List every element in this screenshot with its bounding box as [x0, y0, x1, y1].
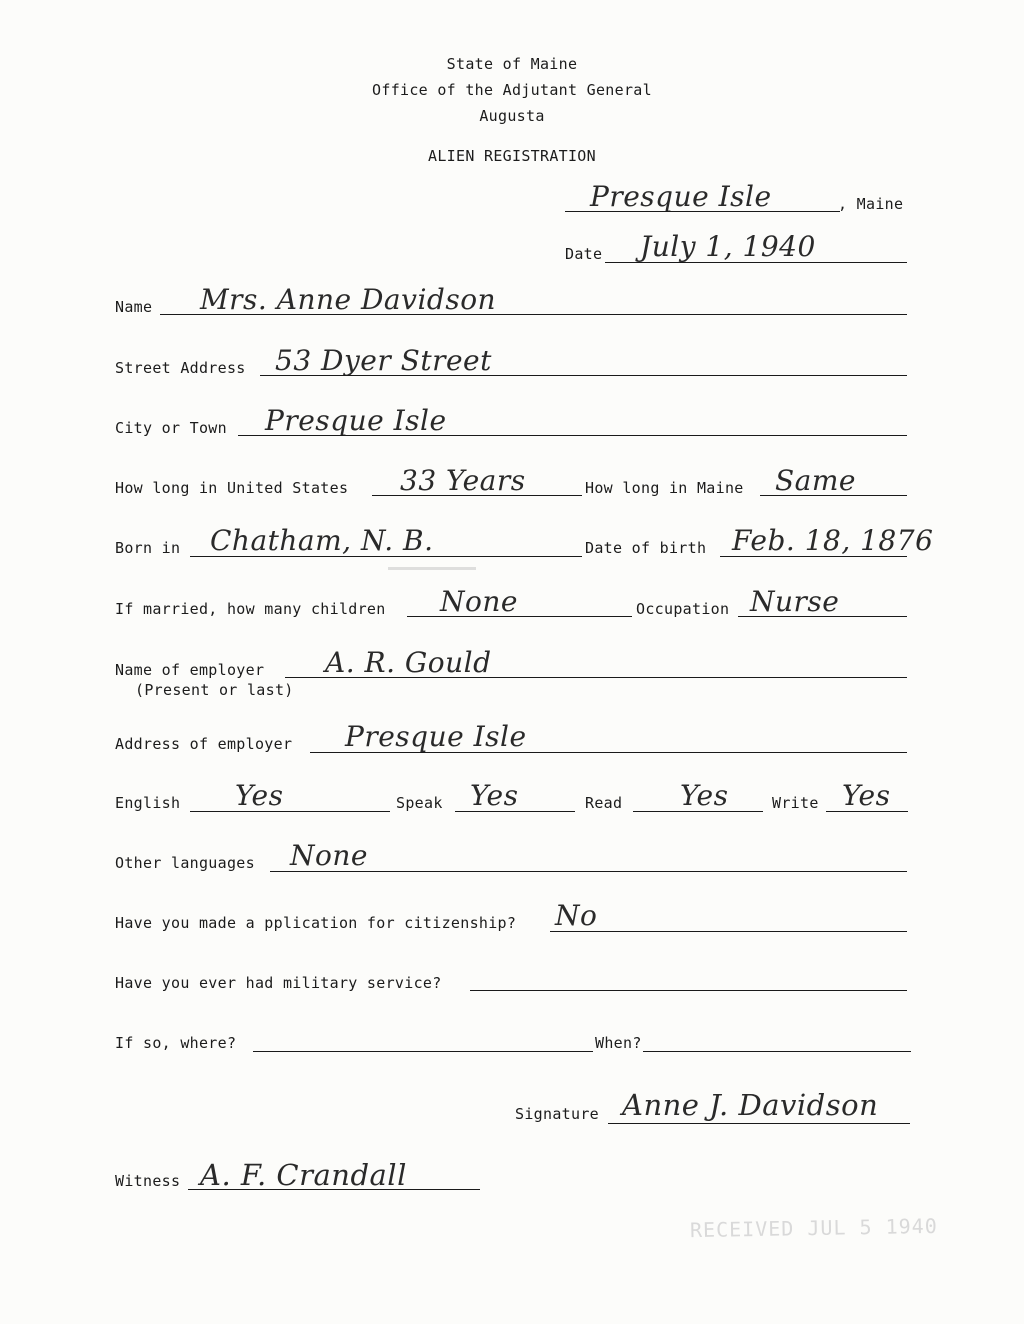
how-long-maine-label: How long in Maine	[585, 479, 744, 497]
how-long-us-value: 33 Years	[400, 464, 526, 497]
received-stamp: RECEIVED JUL 5 1940	[689, 1213, 938, 1243]
signature-line	[608, 1123, 910, 1124]
signature-value: Anne J. Davidson	[622, 1088, 879, 1122]
how-long-us-line	[372, 495, 582, 496]
city-label: City or Town	[115, 419, 227, 437]
employer-name-value: A. R. Gould	[325, 646, 492, 679]
date-of-birth-value: Feb. 18, 1876	[732, 524, 934, 557]
employer-address-value: Presque Isle	[345, 720, 527, 753]
how-long-maine-value: Same	[775, 464, 856, 497]
occupation-line	[738, 616, 907, 617]
write-value: Yes	[842, 779, 891, 812]
maine-label: , Maine	[838, 195, 904, 213]
occupation-value: Nurse	[750, 585, 840, 618]
name-value: Mrs. Anne Davidson	[200, 283, 497, 316]
date-line	[605, 262, 907, 263]
children-label: If married, how many children	[115, 600, 386, 618]
witness-line	[188, 1189, 480, 1190]
read-line	[633, 811, 763, 812]
born-in-value: Chatham, N. B.	[210, 524, 434, 557]
write-line	[826, 811, 908, 812]
street-label: Street Address	[115, 359, 246, 377]
employer-name-line	[285, 677, 907, 678]
children-line	[407, 616, 632, 617]
citizenship-value: No	[555, 899, 598, 932]
read-label: Read	[585, 794, 623, 812]
where-line	[253, 1051, 593, 1052]
city-value: Presque Isle	[265, 404, 447, 437]
born-in-label: Born in	[115, 539, 181, 557]
street-line	[260, 375, 907, 376]
military-line	[470, 990, 907, 991]
header-state: State of Maine	[446, 55, 578, 73]
employer-name-label: Name of employer	[115, 661, 265, 679]
how-long-us-label: How long in United States	[115, 479, 349, 497]
english-line	[190, 811, 390, 812]
how-long-maine-line	[760, 495, 907, 496]
date-label: Date	[565, 245, 603, 263]
employer-address-label: Address of employer	[115, 735, 293, 753]
english-value: Yes	[235, 779, 284, 812]
employer-note: (Present or last)	[135, 681, 294, 699]
english-label: English	[115, 794, 181, 812]
other-languages-label: Other languages	[115, 854, 255, 872]
employer-address-line	[310, 752, 907, 753]
occupation-label: Occupation	[636, 600, 730, 618]
military-label: Have you ever had military service?	[115, 974, 442, 992]
header-office: Office of the Adjutant General	[372, 81, 652, 99]
speak-label: Speak	[396, 794, 443, 812]
date-of-birth-label: Date of birth	[585, 539, 707, 557]
city-line	[238, 435, 907, 436]
when-line	[643, 1051, 911, 1052]
born-in-line	[190, 556, 582, 557]
where-label: If so, where?	[115, 1034, 237, 1052]
speak-line	[455, 811, 575, 812]
date-of-birth-line	[720, 556, 907, 557]
read-value: Yes	[680, 779, 729, 812]
children-value: None	[440, 585, 518, 618]
speak-value: Yes	[470, 779, 519, 812]
place-line	[565, 211, 840, 212]
other-languages-line	[270, 871, 907, 872]
when-label: When?	[595, 1034, 642, 1052]
citizenship-line	[550, 931, 907, 932]
witness-label: Witness	[115, 1172, 181, 1190]
place-value: Presque Isle	[590, 180, 772, 213]
citizenship-label: Have you made a pplication for citizenship?	[115, 914, 517, 932]
date-value: July 1, 1940	[640, 230, 816, 263]
write-label: Write	[772, 794, 819, 812]
street-value: 53 Dyer Street	[275, 344, 492, 377]
header-city: Augusta	[479, 107, 545, 125]
form-title: ALIEN REGISTRATION	[428, 147, 596, 165]
name-line	[160, 314, 907, 315]
witness-value: A. F. Crandall	[200, 1158, 407, 1192]
smudge-mark	[388, 567, 476, 570]
other-languages-value: None	[290, 839, 368, 872]
signature-label: Signature	[515, 1105, 599, 1123]
name-label: Name	[115, 298, 153, 316]
